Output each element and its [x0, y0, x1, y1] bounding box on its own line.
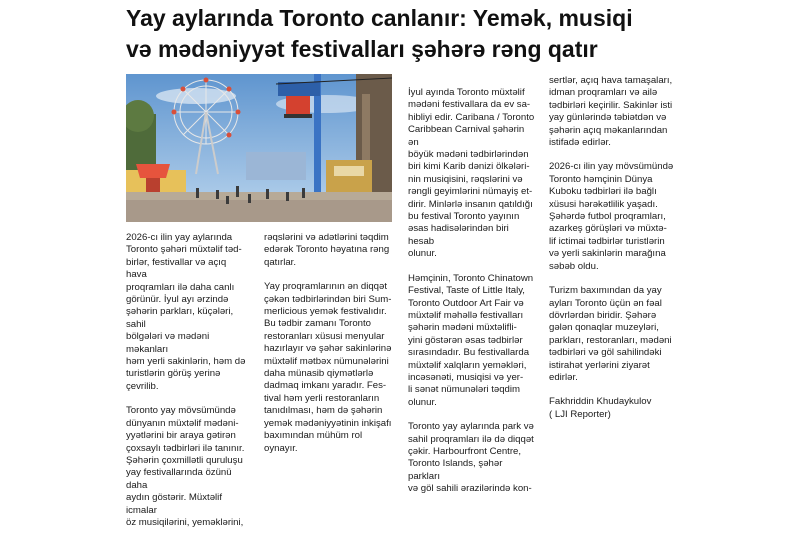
- paragraph: Turizm baxımından da yay ayları Toronto üçün ən fəal dövrlərdən biridir. Şəhərə gələn qonaqlar muzeyləri, parkları, restoranları, mədəni tədbirləri və göl sahilindəki istirahət yerlərini ziyarət edirlər.: [549, 285, 672, 383]
- fairground-ferris-wheel-image: [126, 74, 392, 222]
- headline-line-2: və mədəniyyət festivalları şəhərə rəng qatır: [126, 36, 598, 62]
- article-column-1: [126, 232, 246, 541]
- article-column-4: [549, 75, 677, 433]
- paragraph: 2026-cı ilin yay aylarında Toronto şəhəri müxtəlif təd- birlər, festivallar və açıq hava proqramları ilə daha canlı görünür. İyul ayı ərzində şəhərin parkları, küçələri, sahil bölgələri və mədəni məkanları həm yerli sakinlərin, həm də turistlərin görüş yerinə çevrilib.: [126, 232, 246, 392]
- paragraph: sertlər, açıq hava tamaşaları, idman proqramları və ailə tədbirləri keçirilir. Sakinlər isti yay günlərində təbiətdən və şəhərin açıq məkanlarından istifadə edirlər.: [549, 75, 673, 149]
- headline-line-1: Yay aylarında Toronto canlanır: Yemək, musiqi: [126, 5, 633, 31]
- paragraph: Toronto yay mövsümündə dünyanın müxtəlif mədəni- yyətlərini bir araya gətirən çoxsaylı tədbirləri ilə tanınır. Şəhərin çoxmillətli quruluşu yay festivallarında özünü daha aydın göstərir. Müxtəlif icmalar öz musiqilərini, yeməklərini,: [126, 405, 245, 528]
- article-column-2: [264, 232, 392, 467]
- paragraph: Həmçinin, Toronto Chinatown Festival, Taste of Little Italy, Toronto Outdoor Art Fair və müxtəlif məhəllə festivalları şəhərin mədəni müxtəlifli- yini göstərən əsas tədbirlər sırasındadır. Bu festivallarda müxtəlif xalqların yeməkləri, incəsənəti, musiqisi və yer- li sənət nümunələri təqdim olunur.: [408, 272, 534, 408]
- paragraph: Toronto yay aylarında park və sahil proqramları ilə də diqqət çəkir. Harbourfront Centre, Toronto Islands, şəhər parkları və göl sahili ərazilərində kon-: [408, 421, 534, 495]
- paragraph: Yay proqramlarının ən diqqət çəkən tədbirlərindən biri Sum- merlicious yemək festivalıdır. Bu tədbir zamanı Toronto restoranları xüsusi menyular hazırlayır və şəhər sakinlərinə müxtəlif mətbəx nümunələrini daha münasib qiymətlərlə dadmaq imkanı yaradır. Fes- tival həm yerli restoranların tanıdılması, həm də şəhərin yemək mədəniyyətinin inkişafı baxımından mühüm rol oynayır.: [264, 281, 392, 454]
- author-byline: Fakhriddin Khudaykulov ( LJI Reporter): [549, 396, 652, 420]
- paragraph: 2026-cı ilin yay mövsümündə Toronto həmçinin Dünya Kuboku tədbirləri ilə bağlı xüsusi hərəkətlilik yaşadı. Şəhərdə futbol proqramları, azarkeş görüşləri və müxtə- lif ictimai tədbirlər turistlərin və yerli sakinlərin marağına səbəb oldu.: [549, 161, 674, 272]
- article-column-3: [408, 87, 536, 508]
- festival-photo: [126, 74, 392, 222]
- paragraph: İyul ayında Toronto müxtəlif mədəni festivallara da ev sa- hibliyi edir. Caribana / Toronto Caribbean Carnival şəhərin ən böyük mədəni tədbirlərindən biri kimi Karib dənizi ölkələri- nin musiqisini, rəqslərini və rəngli geyimlərini nümayiş et- dirir. Minlərlə insanın qatıldığı bu festival Toronto yayının əsas hadisələrindən biri hesab olunur.: [408, 87, 535, 260]
- article-headline: [126, 3, 786, 65]
- paragraph: rəqslərini və adətlərini təqdim edərək Toronto həyatına rəng qatırlar.: [264, 232, 390, 268]
